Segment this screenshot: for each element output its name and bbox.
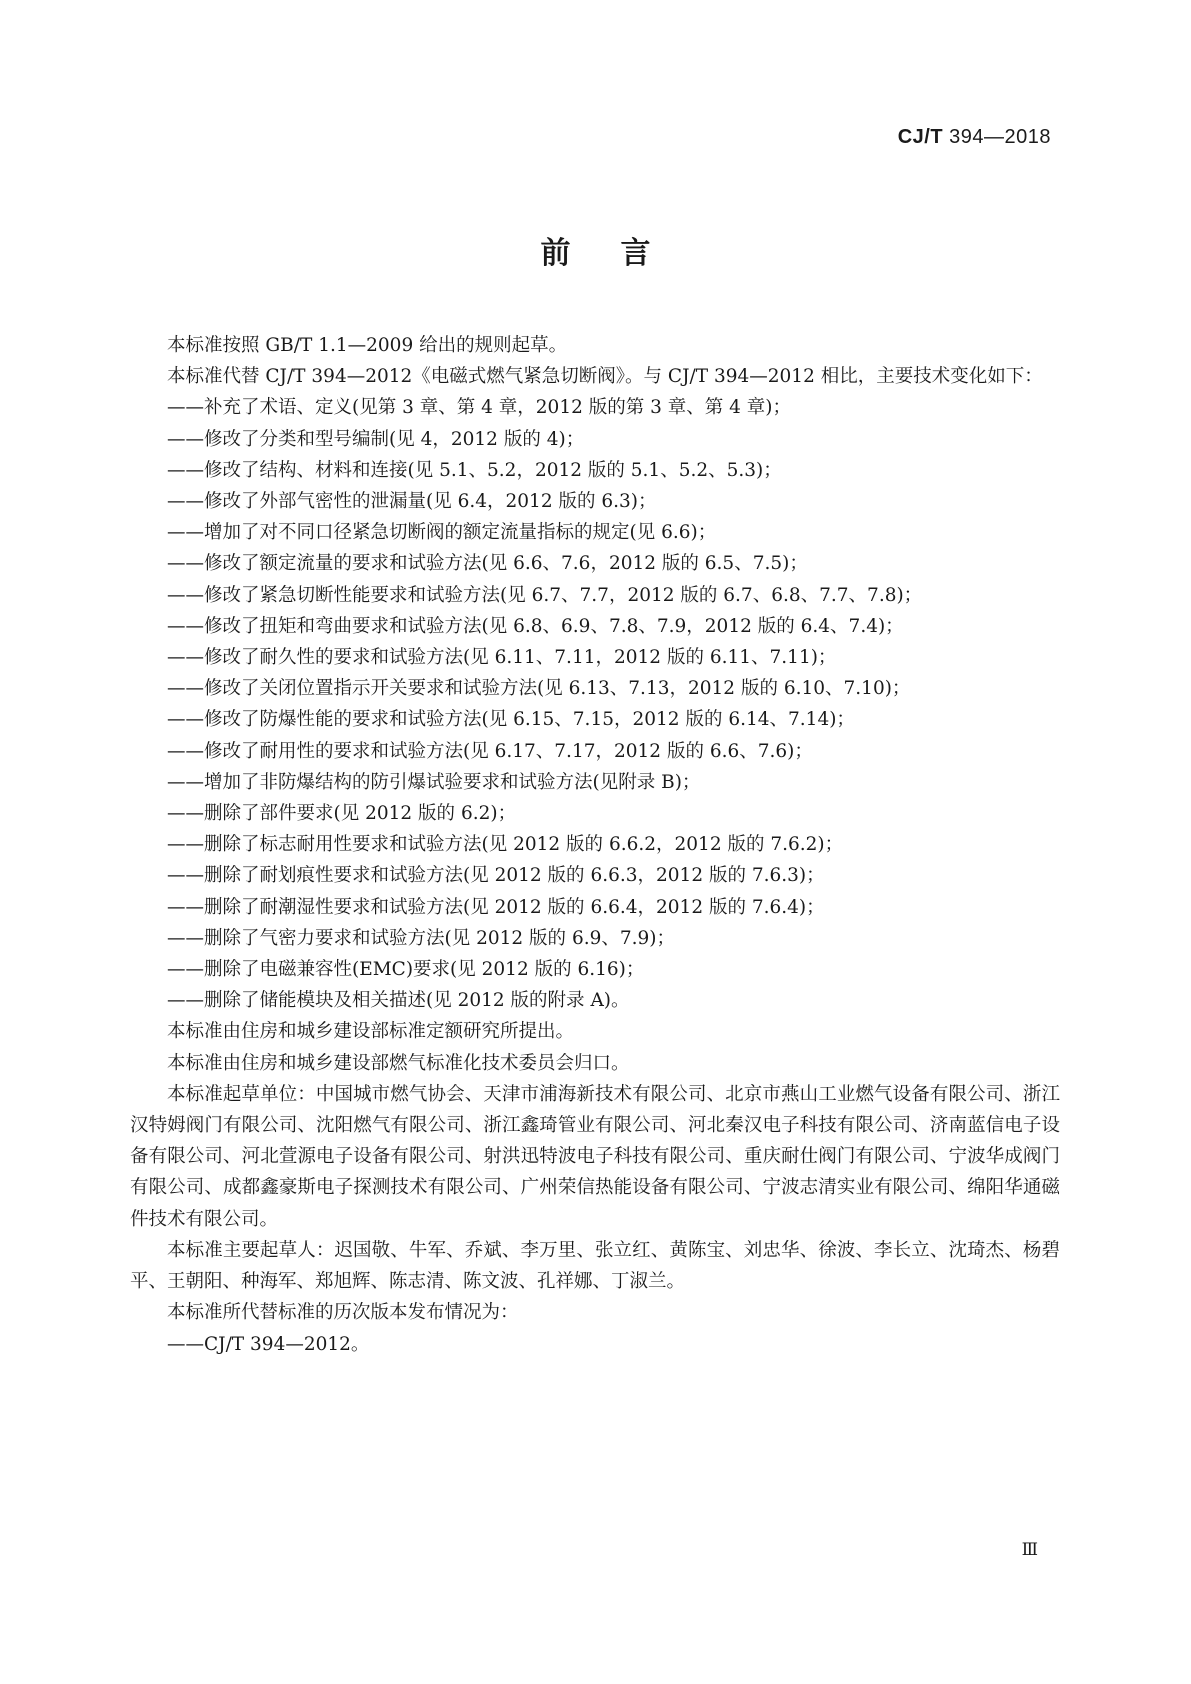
paragraph-history-intro: 本标准所代替标准的历次版本发布情况为： (167, 1302, 519, 1324)
change-item: ——删除了电磁兼容性(EMC)要求(见 2012 版的 6.16)； (167, 959, 645, 981)
change-item: ——删除了部件要求(见 2012 版的 6.2)； (167, 803, 517, 825)
change-item: ——修改了额定流量的要求和试验方法(见 6.6、7.6，2012 版的 6.5、7.5)； (167, 553, 808, 575)
history-item: ——CJ/T 394—2012。 (167, 1333, 370, 1355)
foreword-body (130, 330, 1060, 1360)
change-item: ——删除了气密力要求和试验方法(见 2012 版的 6.9、7.9)； (167, 927, 676, 949)
paragraph-proposed-by: 本标准由住房和城乡建设部标准定额研究所提出。 (167, 1021, 575, 1043)
change-item: ——修改了紧急切断性能要求和试验方法(见 6.7、7.7，2012 版的 6.7、6.8、7.7、7.8)； (167, 584, 923, 606)
change-item: ——修改了耐久性的要求和试验方法(见 6.11、7.11，2012 版的 6.11、7.11)； (167, 647, 837, 669)
change-item: ——删除了耐划痕性要求和试验方法(见 2012 版的 6.6.3，2012 版的 7.6.3)； (167, 865, 825, 887)
paragraph-replaces: 本标准代替 CJ/T 394—2012《电磁式燃气紧急切断阀》。与 CJ/T 394—2012 相比，主要技术变化如下： (167, 366, 1043, 388)
paragraph-administered-by: 本标准由住房和城乡建设部燃气标准化技术委员会归口。 (167, 1052, 630, 1074)
standard-code-header (898, 126, 1051, 149)
change-item: ——修改了外部气密性的泄漏量(见 6.4，2012 版的 6.3)； (167, 491, 657, 513)
page-number: Ⅲ (1021, 1540, 1038, 1560)
standard-code-prefix: CJ/T (897, 126, 944, 148)
change-item: ——修改了扭矩和弯曲要求和试验方法(见 6.8、6.9、7.8、7.9，2012 版的 6.4、7.4)； (167, 615, 904, 637)
paragraph-drafters: 本标准主要起草人：迟国敬、牛军、乔斌、李万里、张立红、黄陈宝、刘忠华、徐波、李长立、沈琦杰、杨碧平、王朝阳、种海军、郑旭辉、陈志清、陈文波、孔祥娜、丁淑兰。 (130, 1239, 1060, 1293)
change-item: ——修改了分类和型号编制(见 4，2012 版的 4)； (167, 428, 585, 450)
change-item: ——删除了标志耐用性要求和试验方法(见 2012 版的 6.6.2，2012 版的 7.6.2)； (167, 834, 844, 856)
change-item: ——修改了关闭位置指示开关要求和试验方法(见 6.13、7.13，2012 版的 6.10、7.10)； (167, 678, 911, 700)
change-item: ——修改了结构、材料和连接(见 5.1、5.2，2012 版的 5.1、5.2、5.3)； (167, 459, 782, 481)
paragraph-drafting-rules: 本标准按照 GB/T 1.1—2009 给出的规则起草。 (167, 335, 568, 356)
change-item: ——删除了耐潮湿性要求和试验方法(见 2012 版的 6.6.4，2012 版的 7.6.4)； (167, 896, 825, 918)
page-title: 前言 (540, 236, 701, 271)
change-item: ——修改了防爆性能的要求和试验方法(见 6.15、7.15，2012 版的 6.14、7.14)； (167, 709, 855, 731)
change-item: ——增加了对不同口径紧急切断阀的额定流量指标的规定(见 6.6)； (167, 522, 717, 544)
paragraph-drafting-units: 本标准起草单位：中国城市燃气协会、天津市浦海新技术有限公司、北京市燕山工业燃气设备有限公司、浙江汉特姆阀门有限公司、沈阳燃气有限公司、浙江鑫琦管业有限公司、河北秦汉电子科技有限公司、济南蓝信电子设备有限公司、河北萱源电子设备有限公司、射洪迅特波电子科技有限公司、重庆耐仕阀门有限公司、宁波华成阀门有限公司、成都鑫豪斯电子探测技术有限公司、广州荣信热能设备有限公司、宁波志清实业有限公司、绵阳华通磁件技术有限公司。 (130, 1083, 1060, 1230)
change-item: ——修改了耐用性的要求和试验方法(见 6.17、7.17，2012 版的 6.6、7.6)； (167, 740, 813, 762)
change-item: ——增加了非防爆结构的防引爆试验要求和试验方法(见附录 B)； (167, 771, 701, 793)
change-item: ——补充了术语、定义(见第 3 章、第 4 章，2012 版的第 3 章、第 4 章)； (167, 397, 792, 419)
change-item: ——删除了储能模块及相关描述(见 2012 版的附录 A)。 (167, 990, 630, 1012)
standard-code-number: 394—2018 (949, 126, 1051, 148)
